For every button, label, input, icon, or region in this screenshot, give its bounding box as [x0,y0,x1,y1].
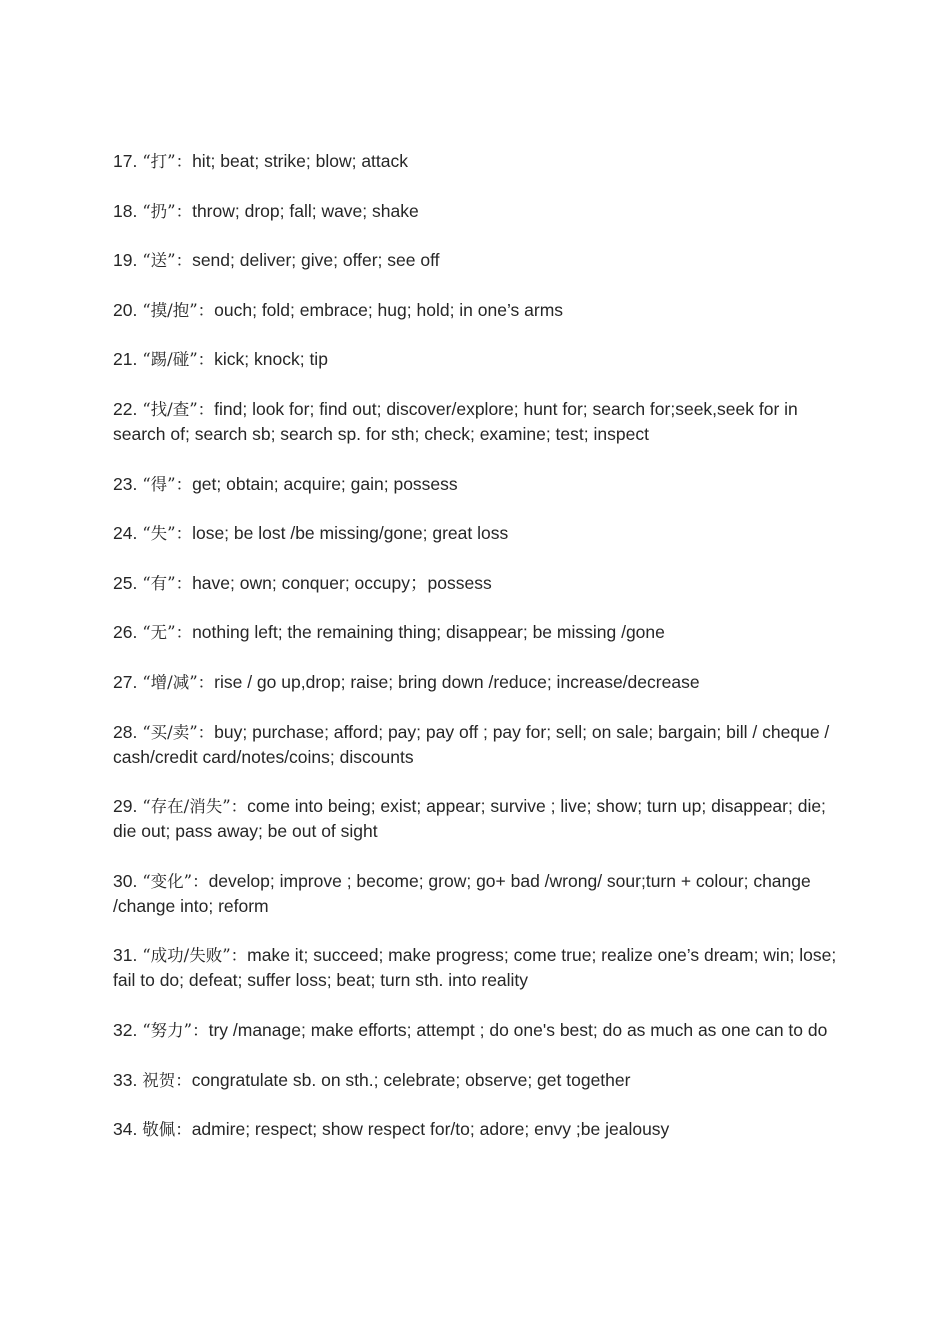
entry-term: 敬佩： [142,1120,192,1140]
entry-term: “无”： [142,623,193,643]
entry-term: “努力”： [142,1020,209,1040]
entry-number: 21. [113,349,138,370]
entry-term: “成功/失败”： [142,946,248,966]
list-item [113,794,843,844]
entry-term: “失”： [142,524,193,544]
entry-definition: nothing left; the remaining thing; disappear; be missing /gone [192,622,665,643]
entry-definition: try /manage; make efforts; attempt ; do one's best; do as much as one can to do [208,1019,828,1040]
entry-term: “存在/消失”： [142,797,248,817]
entry-definition: send; deliver; give; offer; see off [192,250,440,271]
entry-definition: hit; beat; strike; blow; attack [192,151,409,171]
list-item [113,1018,843,1043]
entry-definition: get; obtain; acquire; gain; possess [192,473,458,494]
list-item [113,199,843,224]
list-item [113,472,843,497]
entry-definition: make it; succeed; make progress; come true; realize one’s dream; win; lose; fail to do; defeat; suffer loss; beat; turn sth. into reality [113,945,837,991]
entry-term: “踢/碰”： [142,350,215,370]
entry-definition: have; own; conquer; occupy；possess [192,572,492,593]
entry-term: “买/卖”： [142,722,215,742]
entry-number: 18. [113,200,138,221]
entry-number: 28. [113,721,138,742]
list-item [113,1117,843,1142]
entry-term: “打”： [142,152,193,171]
entry-definition: find; look for; find out; discover/explore; hunt for; search for;seek,seek for in search of; search sb; search sp. for sth; check; examine; test; inspect [113,398,798,444]
entry-term: “有”： [142,573,193,593]
list-item [113,670,843,695]
entry-number: 34. [113,1119,138,1140]
entry-term: “摸/抱”： [142,300,215,320]
entry-number: 32. [113,1019,138,1040]
list-item [113,298,843,323]
entry-definition: lose; be lost /be missing/gone; great loss [192,523,509,544]
entry-number: 27. [113,671,138,692]
entry-number: 23. [113,473,138,494]
entry-number: 31. [113,945,138,966]
entry-definition: rise / go up,drop; raise; bring down /reduce; increase/decrease [214,671,700,692]
entry-number: 20. [113,299,138,320]
entry-term: “得”： [142,474,193,494]
list-item [113,248,843,273]
entry-definition: admire; respect; show respect for/to; adore; envy ;be jealousy [191,1119,670,1140]
entry-term: “找/查”： [142,399,215,419]
list-item [113,869,843,919]
list-item [113,149,843,174]
entry-definition: kick; knock; tip [214,349,328,370]
entry-term: “送”： [142,251,193,271]
list-item [113,943,843,993]
list-item [113,347,843,372]
list-item [113,521,843,546]
entry-number: 19. [113,250,138,271]
entry-definition: congratulate sb. on sth.; celebrate; observe; get together [191,1069,631,1090]
entry-definition: come into being; exist; appear; survive ; live; show; turn up; disappear; die; die out; pass away; be out of sight [113,796,826,842]
entry-term: “变化”： [142,871,209,891]
list-item [113,720,843,770]
entry-definition: throw; drop; fall; wave; shake [192,200,419,221]
entry-definition: ouch; fold; embrace; hug; hold; in one’s arms [214,299,564,320]
list-item [113,397,843,447]
entry-term: “增/减”： [142,672,215,692]
entry-number: 17. [113,151,138,171]
entry-number: 33. [113,1069,138,1090]
entry-number: 22. [113,398,138,419]
list-item [113,620,843,645]
entry-number: 24. [113,523,138,544]
entry-term: 祝贺： [142,1070,192,1090]
entry-number: 25. [113,572,138,593]
entry-number: 26. [113,622,138,643]
list-item [113,571,843,596]
list-item [113,1068,843,1093]
entry-number: 30. [113,870,138,891]
entry-definition: develop; improve ; become; grow; go+ bad /wrong/ sour;turn + colour; change /change into; reform [113,870,811,916]
entry-definition: buy; purchase; afford; pay; pay off ; pay for; sell; on sale; bargain; bill / cheque / cash/credit card/notes/coins; discounts [113,721,830,767]
entry-number: 29. [113,796,138,817]
entry-term: “扔”： [142,201,193,221]
vocabulary-list [113,149,843,1167]
